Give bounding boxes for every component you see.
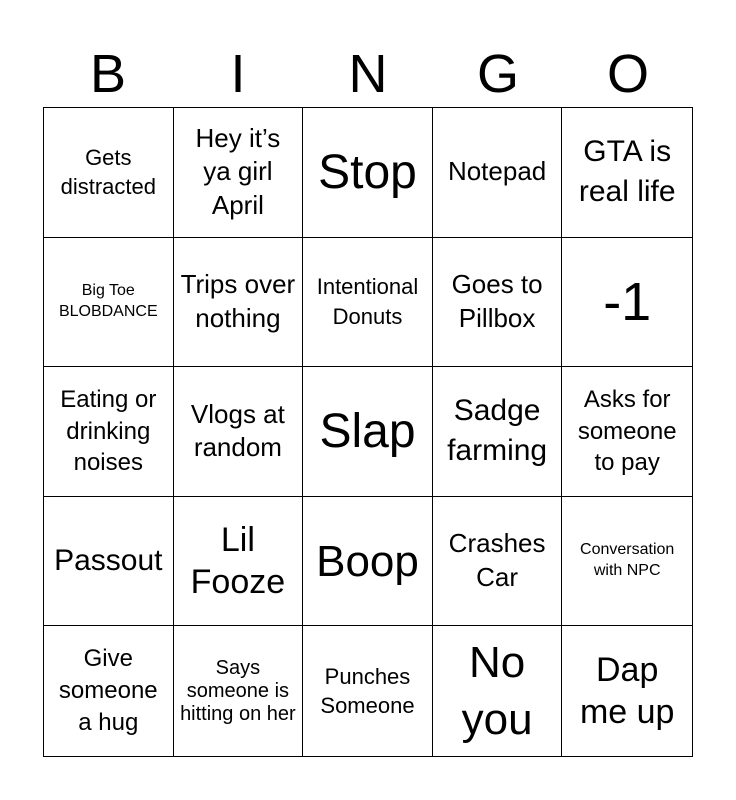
bingo-cell: GTA is real life bbox=[562, 108, 692, 238]
bingo-cell: Passout bbox=[44, 497, 174, 627]
bingo-cell: Crashes Car bbox=[433, 497, 563, 627]
bingo-cell: Boop bbox=[303, 497, 433, 627]
bingo-cell: Notepad bbox=[433, 108, 563, 238]
bingo-cell: Stop bbox=[303, 108, 433, 238]
bingo-cell: Asks for someone to pay bbox=[562, 367, 692, 497]
bingo-header bbox=[43, 42, 693, 106]
header-letter-i: I bbox=[230, 44, 246, 104]
bingo-cell: Conversation with NPC bbox=[562, 497, 692, 627]
bingo-cell: Hey it’s ya girl April bbox=[174, 108, 304, 238]
bingo-cell: Big Toe BLOBDANCE bbox=[44, 238, 174, 368]
bingo-cell: Eating or drinking noises bbox=[44, 367, 174, 497]
header-letter-g: G bbox=[476, 44, 519, 104]
bingo-cell: Intentional Donuts bbox=[303, 238, 433, 368]
bingo-cell: Goes to Pillbox bbox=[433, 238, 563, 368]
bingo-cell: Punches Someone bbox=[303, 626, 433, 756]
bingo-cell: Vlogs at random bbox=[174, 367, 304, 497]
bingo-cell: -1 bbox=[562, 238, 692, 368]
header-letter-n: N bbox=[348, 44, 388, 104]
bingo-cell: Says someone is hitting on her bbox=[174, 626, 304, 756]
bingo-cell: Lil Fooze bbox=[174, 497, 304, 627]
bingo-cell: Slap bbox=[303, 367, 433, 497]
header-letter-o: O bbox=[606, 44, 649, 104]
bingo-cell: Trips over nothing bbox=[174, 238, 304, 368]
bingo-cell: Gets distracted bbox=[44, 108, 174, 238]
bingo-grid bbox=[43, 107, 693, 757]
bingo-cell: Sadge farming bbox=[433, 367, 563, 497]
header-letter-b: B bbox=[89, 44, 127, 104]
bingo-cell: Give someone a hug bbox=[44, 626, 174, 756]
bingo-cell: No you bbox=[433, 626, 563, 756]
bingo-cell: Dap me up bbox=[579, 650, 675, 732]
